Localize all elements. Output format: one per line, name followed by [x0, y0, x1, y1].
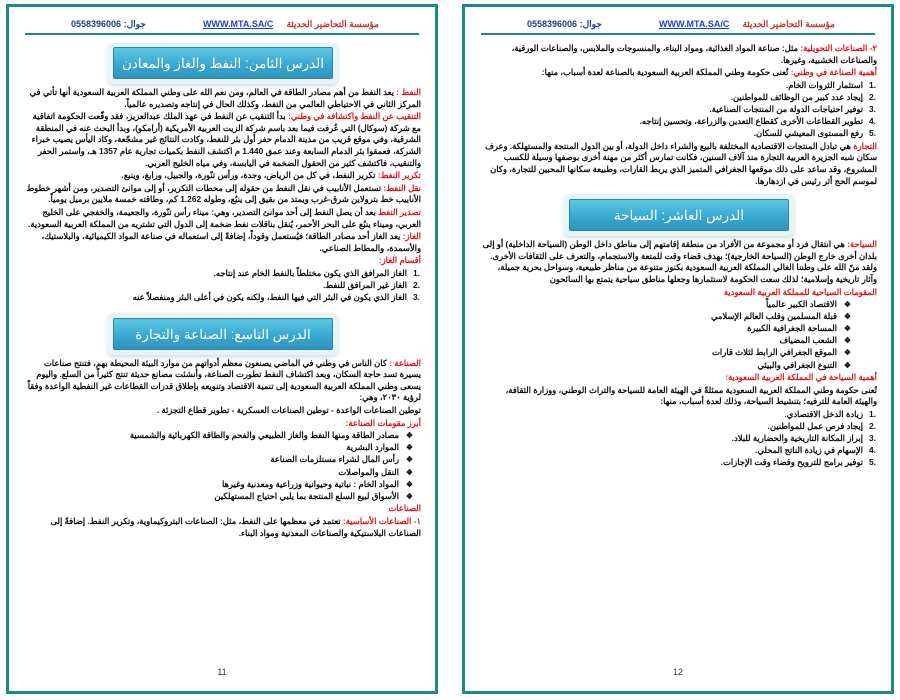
list-item: .2 إيجاد فرص عمل للمواطنين.	[767, 421, 876, 432]
page-12	[462, 4, 894, 694]
list-item: ❖ المواد الخام : نباتية وحيوانية وزراعية ومعدنية وغيرها	[25, 479, 399, 491]
industry-factors-list	[25, 430, 421, 502]
tourism-importance-paragraph: تُعنى حكومة وطني المملكة العربية السعودية ممثلةً في الهيئة العامة للسياحة والتراث الوطني، ووزارة الثقافة، والهيئة العامة للترفيه؛ بتنشيط السياحة، وذلك لعدة أسباب، منها:	[505, 384, 877, 407]
page-12-content	[481, 43, 877, 661]
list-item: ❖ النقل والمواصلات	[25, 467, 399, 479]
header-phone: جوال: 0558396006	[527, 19, 602, 29]
page-header	[481, 17, 875, 35]
list-item: ❖ قبلة المسلمين وقلب العالم الإسلامي	[481, 311, 837, 323]
list-item: .5 توفير برامج للترويح وقضاء وقت الإجازات.	[720, 457, 876, 468]
exploration-paragraph: التنقيب عن النفط واكتشافه في وطني: بدأ التنقيب عن النفط في عهد الملك عبدالعزيز، فقد وقّعت الحكومة اتفاقية مع شركة (سوكال) التي عُرفت فيما بعد باسم شركة الزيت العربية الأمريكية (أرامكو)، وبدأ البحث عنه في المنطقة الشرقية، وفي موقع قريب من مدينة الدمام حفر أول بئر للنفط، وكادت النتائج غير مشجّعة، وكاد اليأس يصيب خبراء الشركة، فعمقوا بئر الدمام السابعة وعند عمق 1.440 م اكتشف النفط بكميات تجارية عام 1357 هـ، واستمر الحفر والتنقيب، فاكتشف كثير من الحقول الضخمة في اليابسة، وفي مياه الخليج العربي.	[31, 111, 421, 168]
list-item: .5 رفع المستوى المعيشي للسكان.	[753, 128, 876, 139]
list-item: .3 توفير احتياجات الدولة من المنتجات الصناعية.	[709, 103, 876, 114]
page-header	[25, 17, 419, 35]
list-item: .1 زيادة الدخل الاقتصادي.	[784, 408, 876, 419]
list-item: ❖ المساحة الجغرافية الكبيرة	[481, 323, 837, 335]
lesson-10-title: الدرس العاشر: السياحة	[569, 199, 789, 231]
industry-factors-heading: أبرز مقومات الصناعة:	[345, 417, 421, 428]
lesson-8-title: الدرس الثامن: النفط والغاز والمعادن	[113, 47, 333, 79]
list-item: ❖ التنوع الجغرافي والبيئي	[481, 360, 837, 372]
header-org-name: مؤسسة التحاضير الحديثة	[286, 19, 379, 29]
trade-paragraph: التجارة هي تبادل المنتجات الاقتصادية المختلفة بالبيع والشراء داخل الدولة، أو بين الدول المنتجة والمستهلكة. وعرف سكان شبه الجزيرة العربية التجارة منذ آلاف السنين، فكانت تمارس أكثر من مهنة أخرى بوصفها وسيلة للكسب المشروع، وقد ساعد على ذلك موقعها الجغرافي المتميز الذي يربط القارات، وطبيعة سكانها المحبين للتجارة، وكان لموسم الحج أثر رئيس في ازدهارها.	[485, 140, 877, 186]
list-item: .3 الغاز الذي يكون في البئر التي فيها النفط، ولكنه يكون في أعلى البئر ومنفصلاً عنه	[132, 292, 420, 303]
header-org-name: مؤسسة التحاضير الحديثة	[742, 19, 835, 29]
page-11-content	[25, 43, 421, 661]
tourism-reasons-list	[481, 409, 877, 469]
industry-reasons-list	[481, 80, 877, 140]
industry-goals: توطين الصناعات الواعدة - توطين الصناعات العسكرية - تطوير قطاع التجزئة .	[156, 405, 421, 416]
tourism-factors-heading: المقومات السياحية للمملكة العربية السعودية	[723, 286, 877, 297]
list-item: ❖ الموقع الجغرافي الرابط لثلاث قارات	[481, 347, 837, 359]
list-item: .1 الغاز المرافق الذي يكون مختلطاً بالنفط الخام عند إنتاجه.	[213, 267, 420, 278]
header-url-link[interactable]: WWW.MTA.SA/C	[659, 19, 730, 29]
list-item: ❖ الاقتصاد الكبير عالمياً	[481, 299, 837, 311]
industry-importance-paragraph: أهمية الصناعة في وطني: تُعنى حكومة وطني المملكة العربية السعودية بالصناعة لعدة أسباب، منها:	[541, 67, 877, 78]
export-paragraph: تصدير النفط بعد أن يصل النفط إلى أحد موانئ التصدير، وهي: ميناء رأس تنّورة، والجعيمة، والخفجي على الخليج العربي، وميناء ينبُع على البحر الأحمر، يُنقل بناقلات نفط ضخمة إلى الدول التي تشتريه من المملكة العربية السعودية.	[28, 206, 421, 229]
list-item: ❖ رأس المال لشراء مستلزمات الصناعة	[25, 454, 399, 466]
list-item: ❖ الشعب المضياف	[481, 335, 837, 347]
page-11	[6, 4, 438, 694]
list-item: .2 الغاز غير المرافق للنفط.	[322, 280, 420, 290]
tourism-factors-list	[481, 299, 877, 371]
list-item: ❖ الموارد البشرية	[25, 442, 399, 454]
list-item: ❖ مصادر الطاقة ومنها النفط والغاز الطبيعي والفحم والطاقة الكهربائية والشمسية	[25, 430, 399, 442]
page-number: 12	[672, 667, 683, 677]
list-item: .4 الإسهام في زيادة الناتج المحلي.	[755, 445, 876, 456]
header-url-link[interactable]: WWW.MTA.SA/C	[203, 19, 274, 29]
oil-paragraph: النفط : يعد النفط من أهم مصادر الطاقة في العالم، ومن نعم الله على وطني المملكة العربية السعودية أنها تأتي في المركز الثاني في الاحتياطي العالمي من النفط، وكذلك الحال في إنتاجه وتصديره عالمياً.	[29, 87, 421, 109]
list-item: .3 إبراز المكانة التاريخية والحضارية للبلاد.	[731, 433, 876, 444]
gas-types-list	[25, 268, 421, 304]
industries-heading: الصناعات	[388, 503, 421, 514]
list-item: .2 إيجاد عدد كبير من الوظائف للمواطنين.	[730, 91, 876, 102]
conversion-industries-paragraph: ٢- الصناعات التحويلية: مثل: صناعة المواد الغذائية، ومواد البناء، والمنسوجات والملابس، والصناعات الورقية، والصناعات الخشبية، وغيرها.	[511, 43, 877, 65]
tourism-importance-heading: أهمية السياحة في المملكة العربية السعودية:	[725, 372, 877, 383]
list-item: .1 استثمار الثروات الخام.	[785, 79, 876, 90]
tourism-paragraph: السياحة: هي انتقال فرد أو مجموعة من الأفراد من منطقة إقامتهم إلى مناطق داخل الوطن (السياحة الداخلية) أو إلى بلدان أخرى خارج الوطن (السياحة الخارجية)؛ بهدف قضاء وقت للمتعة والاستجمام، والتعرف على الثقافات الأخرى. ولقد منّ الله على وطننا الغالي المملكة العربية السعودية بكنوز متنوعة من مناظر طبيعية، وسواحل بحرية جميلة، وآثار تاريخية وإسلامية؛ لذلك سعت الحكومة لاستثمارها وجعلها مناطق سياحية يتمتع بها السائحون	[482, 239, 877, 284]
page-number: 11	[217, 667, 227, 677]
header-phone: جوال: 0558396006	[71, 19, 146, 29]
gas-types-heading: أقسام الغاز:	[378, 255, 421, 266]
gas-paragraph: الغاز: يعد الغاز أحد مصادر الطاقة؛ فيُستعمل وقوداً، إضافةً إلى استعماله في صناعة المواد الكيميائية، والبلاستيك، والأسمدة، والمطاط الصناعي.	[41, 231, 421, 253]
industry-paragraph: الصناعة : كان الناس في وطني في الماضي يصنعون معظم أدواتهم من موارد البيئة المحيطة بهم، فتنتج صناعات يسيرة تسد حاجة السكان، وبعد اكتشاف النفط تطورت الصناعة، وأنشئت مصانع حديثة تنتج كثيراً من السلع. واليوم يسعى وطني المملكة العربية السعودية إلى تنمية الاقتصاد وتنويعه بإطلاق قدرات القطاعات غير النفطية الواعدة وفقاً لرؤية ٢٠٣٠، وهي:	[27, 357, 421, 403]
list-item: ❖ الأسواق لبيع السلع المنتجة بما يلبي احتياج المستهلكين	[25, 491, 399, 503]
basic-industries-paragraph: ١- الصناعات الأساسية: تعتمد في معظمها على النفط، مثل: الصناعات البتروكيماوية، وتكرير النفط. إضافةً إلى الصناعات البلاستيكية والصناعات المعدنية ومواد البناء.	[50, 515, 421, 538]
lesson-9-title: الدرس التاسع: الصناعة والتجارة	[113, 318, 333, 350]
list-item: .4 تطوير القطاعات الأخرى كقطاع التعدين والزراعة، وتحسين إنتاجه.	[639, 116, 876, 127]
transport-paragraph: نقل النفط: تستعمل الأنابيب في نقل النفط من حقوله إلى محطات التكرير، أو إلى موانئ التصدير، ومن أشهر خطوط الأنابيب خط بترولاين شرق-غرب ويمتد من بقيق إلى ينبُع، وطوله 1.262 كم، وطاقته خمسة ملايين برميل يومياً.	[26, 182, 421, 205]
refining-paragraph: تكرير النفط: تكرير النفط، في كل من الرياض، وجدة، ورأس تنّورة، والجبيل، ورابغ، وينبع.	[121, 170, 421, 181]
